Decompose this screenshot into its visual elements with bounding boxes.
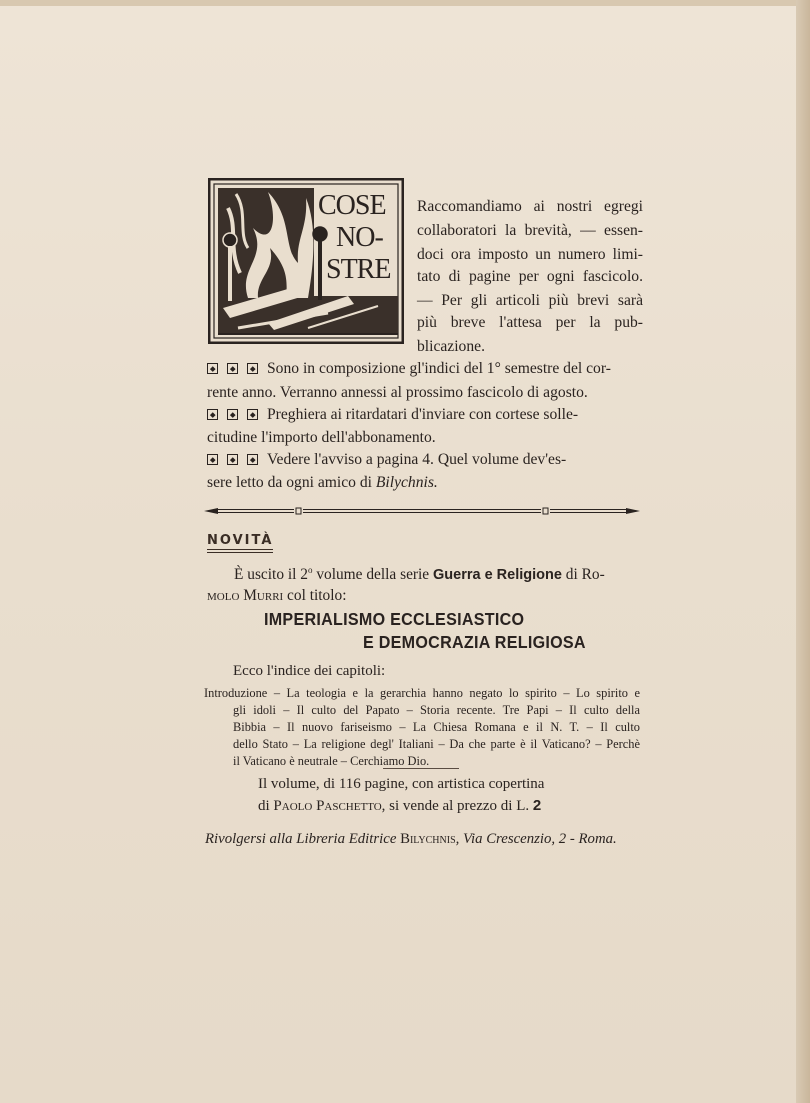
volume-line2-mid: , si vende al prezzo di L.	[381, 798, 533, 814]
fireplace-woodcut-icon	[208, 178, 404, 344]
intro-line-3: doci ora imposto un numero limi-	[417, 246, 643, 263]
square-bullet-icon	[207, 454, 218, 465]
index-line-1: Introduzione – La teologia e la gerarchia hanno negato lo spirito – Lo spirito e	[204, 686, 640, 700]
square-bullet-icon	[207, 409, 218, 420]
notice-3-line-2	[207, 474, 643, 492]
book-title-line-2: E DEMOCRAZIA RELIGIOSA	[363, 632, 586, 652]
announce-line-1	[234, 565, 605, 584]
notice-3-line-1	[207, 451, 643, 469]
volume-line2-prefix: di	[258, 798, 274, 814]
index-heading: Ecco l'indice dei capitoli:	[233, 663, 386, 679]
notice-3-text: Vedere l'avviso a pagina 4. Quel volume dev'es-	[267, 451, 567, 468]
vignette-title-line2: NO-	[336, 222, 383, 253]
notice-2-line-1	[207, 406, 643, 424]
index-line-5: il Vaticano è neutrale – Cerchiamo Dio.	[233, 754, 430, 768]
artist-name: Paolo Paschetto	[273, 798, 382, 814]
announce-1b: volume della serie	[312, 566, 433, 584]
section-heading-novita: NOVITÀ	[207, 533, 274, 548]
announce-2: col titolo:	[283, 587, 347, 604]
announce-1a: È uscito il 2	[234, 566, 308, 584]
index-line-4: dello Stato – La religione degl' Italiani – Da che parte è il Vaticano? – Perchè	[233, 737, 640, 751]
ordinal-sup: o	[307, 565, 313, 575]
notice-1-text: Sono in composizione gl'indici del 1° semestre del cor-	[267, 360, 611, 377]
paper-right-edge	[796, 0, 810, 1103]
notice-2-line-2: citudine l'importo dell'abbonamento.	[207, 429, 436, 446]
volume-line-1: Il volume, di 116 pagine, con artistica copertina	[258, 776, 545, 792]
notice-1-line-1	[207, 360, 643, 378]
square-bullet-icon	[247, 409, 258, 420]
square-bullet-icon	[227, 454, 238, 465]
volume-line-2	[258, 797, 541, 815]
intro-line-6: più breve l'attesa per la pub-	[417, 314, 643, 331]
footer-prefix: Rivolgersi alla Libreria Editrice	[205, 831, 401, 847]
vignette-title-line3: STRE	[326, 254, 391, 285]
decorative-rule	[204, 506, 640, 516]
footer-suffix: , Via Crescenzio, 2 - Roma.	[455, 831, 617, 847]
index-line-2: gli idoli – Il culto del Papato – Storia recente. Tre Papi – Il culto della	[233, 703, 640, 717]
notice-2-text: Preghiera ai ritardatari d'inviare con cortese solle-	[267, 406, 579, 423]
intro-line-4: tato di pagine per ogni fascicolo.	[417, 268, 643, 285]
announce-1c: di Ro-	[561, 566, 605, 584]
intro-line-5: — Per gli articoli più brevi sarà	[417, 292, 643, 309]
notice-3-line2-prefix: sere letto da ogni amico di	[207, 474, 376, 491]
intro-line-7: blicazione.	[417, 338, 485, 355]
notice-1-line-2: rente anno. Verranno annessi al prossimo fascicolo di agosto.	[207, 384, 588, 401]
price: 2	[532, 797, 542, 814]
separator-line	[383, 768, 459, 769]
series-name: Guerra e Religione	[433, 567, 562, 584]
square-bullet-icon	[227, 363, 238, 374]
square-bullet-icon	[207, 363, 218, 374]
publisher-name: Bilychnis	[400, 831, 456, 847]
author-name: molo Murri	[207, 587, 284, 604]
index-line-3: Bibbia – Il nuovo fariseismo – La Chiesa Romana e il N. T. – Il culto	[233, 720, 640, 734]
intro-line-2: collaboratori la brevità, — essen-	[417, 222, 643, 239]
intro-line-1: Raccomandiamo ai nostri egregi	[417, 198, 643, 215]
footer-address	[205, 831, 617, 848]
square-bullet-icon	[247, 454, 258, 465]
vignette-title-line1: COSE	[318, 190, 386, 221]
square-bullet-icon	[247, 363, 258, 374]
announce-line-2	[207, 587, 346, 605]
journal-name: Bilychnis.	[375, 474, 438, 491]
book-title-line-1: IMPERIALISMO ECCLESIASTICO	[264, 609, 525, 629]
paper-top-edge	[0, 0, 810, 6]
square-bullet-icon	[227, 409, 238, 420]
